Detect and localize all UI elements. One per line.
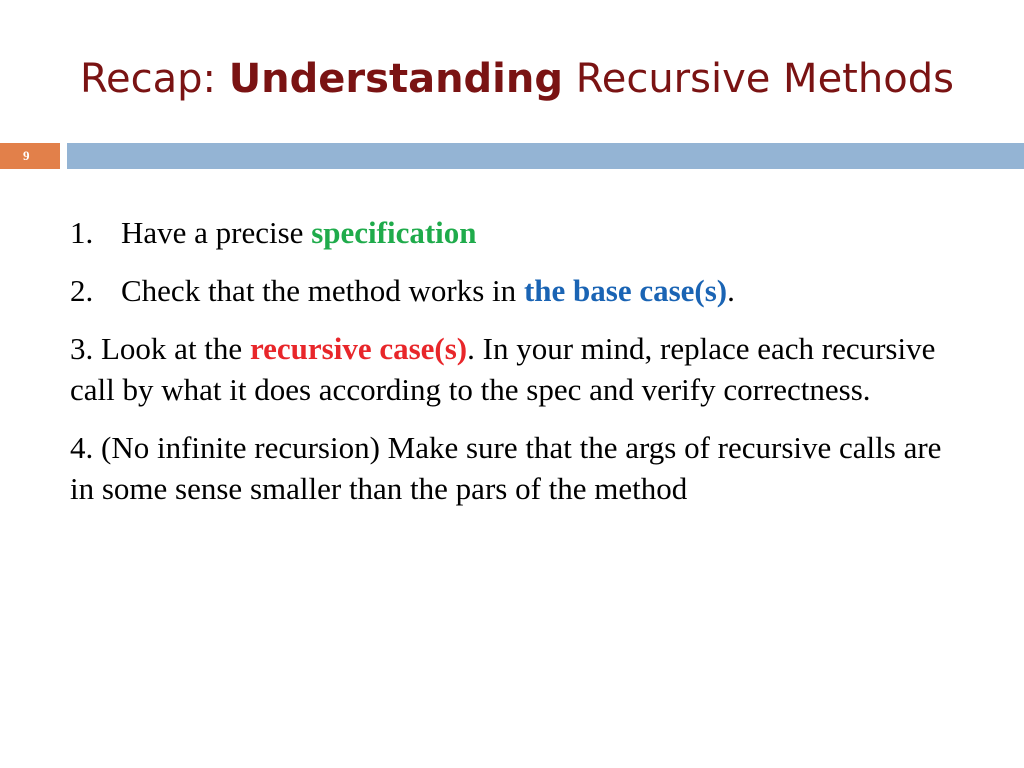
- list-item-2-number: 2.: [70, 273, 94, 308]
- list-item-1-highlight: specification: [311, 215, 477, 250]
- list-item-4: 4. (No infinite recursion) Make sure that the args of recursive calls are in some sense smaller than the pars of the method: [70, 430, 942, 506]
- list-item-2-after: .: [727, 273, 735, 308]
- list-item-2-highlight: the base case(s): [523, 273, 728, 308]
- list-item-3: [70, 328, 970, 410]
- slide-content: [70, 212, 970, 526]
- title-bold-word: Understanding: [228, 56, 563, 102]
- list-item-1-before: Have a precise: [121, 215, 312, 250]
- list-item-1-text: [121, 212, 477, 253]
- list-item-3-before: 3. Look at the: [70, 331, 250, 366]
- list-item-2-before: Check that the method works in: [121, 273, 524, 308]
- list-item-1-number: 1.: [70, 215, 94, 250]
- list-item-1: [70, 212, 970, 253]
- list-item-2-text: [121, 270, 735, 311]
- title-suffix: Recursive Methods: [563, 56, 954, 102]
- list-item-3-after: . In your mind, replace each recursive call by what it does according to the spec and verify correctness.: [70, 331, 936, 407]
- slide-number: 9: [0, 143, 60, 169]
- list-item-3-highlight: recursive case(s): [249, 331, 468, 366]
- title-prefix: Recap:: [80, 56, 229, 102]
- slide-title: [80, 56, 954, 102]
- list-item-2: [70, 270, 970, 311]
- title-divider-bar: [67, 143, 1024, 169]
